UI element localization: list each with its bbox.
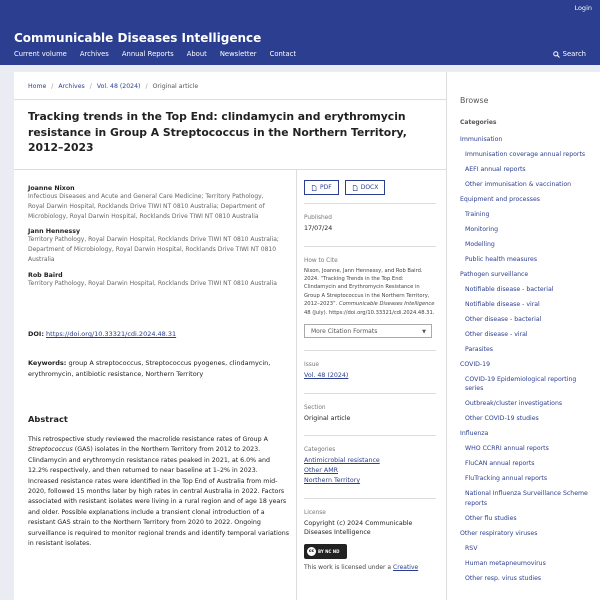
categories-heading: Categories (460, 119, 497, 126)
issue-section (304, 350, 436, 393)
pdf-download-button[interactable] (304, 180, 339, 195)
nav-archives[interactable]: Archives (79, 50, 109, 58)
published-date: 17/07/24 (304, 225, 333, 232)
sidebar-category-link[interactable]: Pathogen surveillance (460, 270, 529, 278)
breadcrumb-archives[interactable]: Archives (58, 83, 85, 90)
sidebar-subcategory-link[interactable]: Training (465, 210, 490, 218)
sidebar-subcategory-link[interactable]: Modelling (465, 240, 495, 248)
keywords (28, 358, 286, 379)
breadcrumb-home[interactable]: Home (28, 83, 47, 90)
sidebar-subcategory-link[interactable]: Other COVID-19 studies (465, 415, 539, 423)
author-name: Joanne Nixon (28, 185, 75, 192)
citation-text (304, 267, 436, 317)
sidebar-category-link[interactable]: Influenza (460, 430, 489, 438)
section-value: Original article (304, 414, 351, 422)
abstract-heading: Abstract (28, 414, 68, 424)
section-label: Section (304, 404, 326, 411)
sidebar-category-link[interactable]: Equipment and processes (460, 195, 540, 203)
author-name: Rob Baird (28, 271, 63, 279)
keywords-value: group A streptococcus, Streptococcus pyogenes, clindamycin, erythromycin, antibiotic resistance, Northern Territory (28, 359, 271, 378)
sidebar-subcategory-link[interactable]: Parasites (465, 345, 493, 353)
login-link[interactable]: Login (574, 4, 592, 12)
author-affiliation: Infectious Diseases and Acute and General Care Medicine; Territory Pathology, Royal Darwin Hospital, Rocklands Drive TIWI NT 0810 Australia; Department of Microbiology, Royal Darwin Hospital, Rocklands Drive TIWI NT 0810 Australia (28, 193, 265, 220)
cc-icon: cc (308, 548, 315, 554)
site-header (0, 0, 600, 65)
sidebar (446, 72, 600, 600)
sidebar-subcategory-link[interactable]: Other flu studies (465, 514, 517, 522)
sidebar-category-link[interactable]: COVID-19 (460, 360, 491, 368)
sidebar-subcategory-link[interactable]: Other resp. virus studies (465, 574, 542, 582)
citation-plain: Nixon, Joanne, Jann Hennessy, and Rob Baird. 2024. “Tracking Trends in the Top End: Clindamycin and Erythromycin Resistance in Group A Streptococcus in the Northern Territory, 2012–2023”. (304, 267, 430, 308)
category-list (460, 135, 595, 589)
doi (28, 330, 176, 338)
sidebar-subcategory-link[interactable]: Notifiable disease - viral (465, 300, 540, 308)
author-affiliation: Territory Pathology, Royal Darwin Hospital, Rocklands Drive TIWI NT 0810 Australia; Department of Microbiology, Royal Darwin Hospital, Rocklands Drive TIWI NT 0810 Australia (28, 236, 279, 263)
browse-heading: Browse (460, 96, 489, 105)
categories-label: Categories (304, 447, 336, 454)
sidebar-subcategory-link[interactable]: Immunisation coverage annual reports (465, 150, 586, 158)
sidebar-subcategory-link[interactable]: Other disease - viral (465, 330, 528, 338)
license-label: License (304, 509, 326, 516)
abstract-part: (GAS) isolates in the Northern Territory from 2012 to 2023. Clindamycin and erythromycin resistance rates peaked in 2021, at 6.0% and 12.2% respectively, and then returned to near baseline at 1–2% in 2023. Increased resistance rates were identified in the Top End of Australia from mid-2020, followed 15 months later by high rates in central Australia in 2022. Factors associated with resistant isolates were living in a rural region and of age 18 years and older. Possible explanations include a transient clonal introduction of a resistant GAS strain to the Northern Territory from 2020 to 2022. Ongoing surveillance is required to monitor regional trends and identify temporal variations in resistant isolates. (28, 446, 290, 548)
author-affiliation: Territory Pathology, Royal Darwin Hospital, Rocklands Drive TIWI NT 0810 Australia (28, 279, 277, 287)
license-text (304, 564, 436, 571)
breadcrumb (28, 83, 198, 90)
file-icon (311, 185, 317, 191)
citation-tail: 48 (July). https://doi.org/10.33321/cdi.2024.48.31. (304, 309, 435, 316)
article-panel (14, 72, 446, 600)
sidebar-subcategory-link[interactable]: Monitoring (465, 225, 499, 233)
keywords-label: Keywords: (28, 359, 67, 367)
sidebar-subcategory-link[interactable]: National Influenza Surveillance Scheme reports (465, 490, 588, 507)
license-prefix: This work is licensed under a (304, 563, 392, 571)
cc-license-badge[interactable] (304, 544, 347, 559)
search-label: Search (562, 50, 586, 58)
sidebar-subcategory-link[interactable]: FluCAN annual reports (465, 460, 535, 468)
citation-formats-label: More Citation Formats (311, 327, 378, 335)
sidebar-subcategory-link[interactable]: Public health measures (465, 255, 538, 263)
nav-about[interactable]: About (186, 50, 207, 58)
sidebar-subcategory-link[interactable]: FluTracking annual reports (465, 475, 548, 483)
nav-annual-reports[interactable]: Annual Reports (121, 50, 174, 58)
category-link[interactable]: Other AMR (304, 467, 338, 475)
breadcrumb-separator: / (89, 83, 92, 90)
sidebar-subcategory-link[interactable]: Human metapneumovirus (465, 559, 546, 567)
author-name: Jann Hennessy (28, 228, 81, 236)
sidebar-subcategory-link[interactable]: RSV (465, 544, 478, 552)
sidebar-category-link[interactable]: Other respiratory viruses (460, 529, 538, 537)
main-nav (14, 50, 309, 58)
abstract-text (28, 435, 290, 549)
file-icon (352, 185, 358, 191)
nav-current-volume[interactable]: Current volume (14, 50, 67, 58)
galleys (304, 180, 436, 195)
category-link[interactable]: Antimicrobial resistance (304, 457, 380, 465)
nav-contact[interactable]: Contact (269, 50, 297, 58)
doi-link[interactable]: https://doi.org/10.33321/cdi.2024.48.31 (46, 330, 177, 338)
chevron-down-icon: ▼ (422, 328, 426, 335)
published-label: Published (304, 215, 332, 221)
sidebar-subcategory-link[interactable]: Outbreak/cluster investigations (465, 400, 563, 408)
divider (14, 169, 446, 170)
docx-download-button[interactable] (345, 180, 386, 195)
license-section (304, 498, 436, 583)
citation-formats-dropdown[interactable] (304, 324, 432, 338)
breadcrumb-separator: / (51, 83, 54, 90)
citation-journal: Communicable Diseases Intelligence (339, 301, 435, 308)
copyright-text: Copyright (c) 2024 Communicable Diseases Intelligence (304, 519, 413, 537)
article-details (304, 180, 436, 583)
docx-label: DOCX (360, 184, 379, 191)
section-section (304, 393, 436, 436)
article-title: Tracking trends in the Top End: clindamycin and erythromycin resistance in Group A Streptococcus in the Northern Territory, 2012–2023 (28, 110, 407, 154)
citation-label: How to Cite (304, 257, 338, 264)
sidebar-category-link[interactable]: Immunisation (460, 136, 503, 143)
categories-section (304, 435, 436, 497)
breadcrumb-current: Original article (152, 83, 199, 90)
site-title[interactable]: Communicable Diseases Intelligence (14, 31, 262, 45)
published-section (304, 203, 436, 246)
divider (14, 99, 446, 100)
sidebar-subcategory-link[interactable]: Other immunisation & vaccination (465, 180, 572, 188)
citation-section (304, 246, 436, 350)
doi-label: DOI: (28, 330, 44, 338)
pdf-label: PDF (320, 184, 332, 191)
cc-by-label: BY NC ND (318, 548, 340, 554)
sidebar-subcategory-link[interactable]: AEFI annual reports (465, 165, 526, 173)
sidebar-subcategory-link[interactable]: COVID-19 Epidemiological reporting series (465, 375, 577, 393)
abstract-italic: Streptococcus (28, 446, 73, 454)
search-icon (553, 51, 560, 58)
authors-list (28, 185, 280, 296)
license-link[interactable]: Creative (393, 563, 419, 571)
column-divider (296, 170, 297, 600)
search-link[interactable] (553, 50, 586, 58)
abstract-part: This retrospective study reviewed the macrolide resistance rates of Group A (28, 436, 268, 443)
category-link[interactable]: Northern Territory (304, 476, 361, 484)
nav-newsletter[interactable]: Newsletter (219, 50, 257, 58)
sidebar-subcategory-link[interactable]: Other disease - bacterial (465, 315, 542, 323)
issue-label: Issue (304, 361, 319, 368)
sidebar-subcategory-link[interactable]: WHO CCRRI annual reports (465, 445, 549, 453)
breadcrumb-separator: / (145, 83, 148, 90)
breadcrumb-issue[interactable]: Vol. 48 (2024) (96, 83, 141, 90)
issue-link[interactable]: Vol. 48 (2024) (304, 371, 349, 379)
sidebar-subcategory-link[interactable]: Notifiable disease - bacterial (465, 285, 554, 293)
